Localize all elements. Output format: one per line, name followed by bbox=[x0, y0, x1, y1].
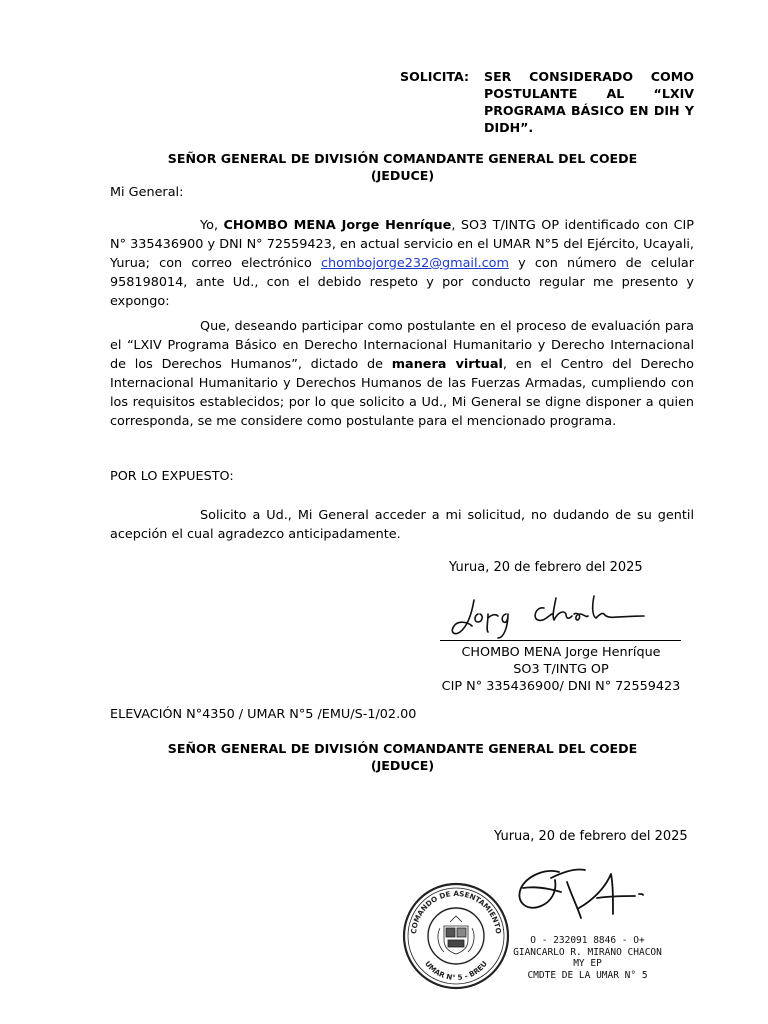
p2-post: , en el Centro del Derecho Internacional Humanitario y Derechos Humanos de las Fuerzas Armadas, cumpliendo con los requisitos establecidos; por lo que solicito a Ud., Mi General se digne disponer a quien corresponda, se me considere como postulante para el mencionado programa. bbox=[110, 357, 695, 429]
commander-position: CMDTE DE LA UMAR N° 5 bbox=[527, 969, 648, 981]
email-link[interactable]: chombojorge232@gmail.com bbox=[320, 256, 509, 271]
applicant-name: CHOMBO MENA Jorge Henríque bbox=[461, 645, 661, 660]
seal-bottom-text: UMAR N° 5 - BREU bbox=[423, 959, 489, 983]
svg-text:UMAR N° 5 - BREU bbox=[423, 959, 489, 982]
signature-line bbox=[440, 640, 681, 641]
addressee-heading-2 bbox=[110, 740, 695, 774]
addressee-line-1: SEÑOR GENERAL DE DIVISIÓN COMANDANTE GENERAL DEL COEDE bbox=[167, 151, 638, 166]
applicant-rank: SO3 T/INTG OP bbox=[513, 662, 609, 677]
commander-name: GIANCARLO R. MIRANO CHACON bbox=[513, 946, 662, 958]
addressee2-line-2: (JEDUCE) bbox=[370, 758, 435, 773]
applicant-signature-block bbox=[430, 644, 692, 695]
paragraph-request bbox=[110, 317, 694, 431]
por-lo-expuesto: POR LO EXPUESTO: bbox=[110, 469, 234, 484]
addressee-line-2: (JEDUCE) bbox=[370, 168, 435, 183]
salutation: Mi General: bbox=[110, 185, 184, 200]
commander-signature-block bbox=[490, 935, 685, 981]
applicant-signature bbox=[448, 592, 658, 642]
applicant-ids: CIP N° 335436900/ DNI N° 72559423 bbox=[441, 679, 681, 694]
p1-mid: , SO3 T/INTG OP identificado con CIP N° 335436900 y DNI N° 72559423, en actual servicio en el UMAR N°5 del Ejército, Ucayali, Yurua; con correo electrónico bbox=[110, 218, 694, 271]
commander-code: O - 232091 8846 - O+ bbox=[530, 935, 645, 946]
applicant-name-bold: CHOMBO MENA Jorge Henríque bbox=[223, 218, 452, 233]
solicita-text: SER CONSIDERADO COMO POSTULANTE AL “LXIV PROGRAMA BÁSICO EN DIH Y DIDH”. bbox=[484, 69, 694, 135]
applicant-date: Yurua, 20 de febrero del 2025 bbox=[449, 560, 643, 575]
seal-top-text: COMANDO DE ASENTAMIENTO bbox=[409, 888, 504, 935]
p1-post: y con número de celular 958198014, ante Ud., con el debido respeto y por conducto regular me presento y expongo: bbox=[110, 256, 694, 309]
solicita-label: SOLICITA: bbox=[400, 69, 470, 84]
commander-rank: MY EP bbox=[573, 958, 602, 969]
elevation-date: Yurua, 20 de febrero del 2025 bbox=[494, 829, 688, 844]
paragraph-identification bbox=[110, 216, 694, 311]
p1-pre: Yo, bbox=[200, 218, 224, 233]
paragraph-closing bbox=[110, 506, 694, 544]
virtual-mode-bold: manera virtual bbox=[391, 357, 503, 372]
p3-text: Solicito a Ud., Mi General acceder a mi solicitud, no dudando de su gentil acepción el cual agradezco anticipadamente. bbox=[110, 508, 694, 542]
addressee-heading bbox=[110, 150, 695, 184]
p2-pre: Que, deseando participar como postulante en el proceso de evaluación para el “LXIV Programa Básico en Derecho Internacional Humanitario y Derecho Internacional de los Derechos Humanos”, dictado de bbox=[110, 319, 694, 372]
addressee2-line-1: SEÑOR GENERAL DE DIVISIÓN COMANDANTE GENERAL DEL COEDE bbox=[167, 741, 638, 756]
commander-signature bbox=[505, 858, 655, 936]
elevation-reference: ELEVACIÓN N°4350 / UMAR N°5 /EMU/S-1/02.00 bbox=[110, 707, 417, 722]
